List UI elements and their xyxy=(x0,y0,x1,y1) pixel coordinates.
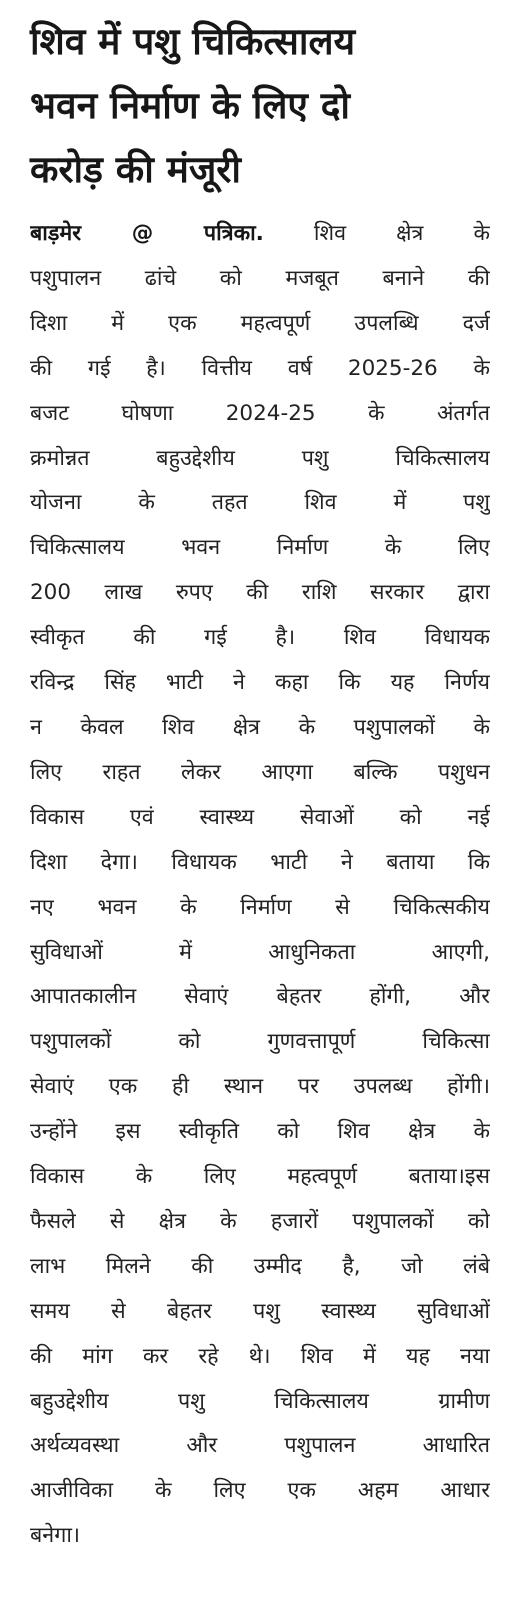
body-line-1-text: शिव क्षेत्र के xyxy=(263,221,490,246)
body-line-7: योजना के तहत शिव में पशु xyxy=(30,490,490,516)
article-body xyxy=(30,212,490,1559)
body-line-13: लिए राहत लेकर आएगा बल्कि पशुधन xyxy=(30,759,490,785)
body-line-24: लाभ मिलने की उम्मीद है, जो लंबे xyxy=(30,1253,490,1279)
body-line-30: बनेगा। xyxy=(30,1523,81,1549)
body-line-11: रविन्द्र सिंह भाटी ने कहा कि यह निर्णय xyxy=(30,670,490,696)
body-line-25: समय से बेहतर पशु स्वास्थ्य सुविधाओं xyxy=(30,1298,490,1324)
body-line-29: आजीविका के लिए एक अहम आधार xyxy=(30,1478,490,1504)
body-line-2: पशुपालन ढांचे को मजबूत बनाने की xyxy=(30,265,490,291)
body-line-3: दिशा में एक महत्वपूर्ण उपलब्धि दर्ज xyxy=(30,310,490,336)
body-line-16: नए भवन के निर्माण से चिकित्सकीय xyxy=(30,894,490,920)
body-line-21: उन्होंने इस स्वीकृति को शिव क्षेत्र के xyxy=(30,1119,490,1145)
headline xyxy=(30,10,490,202)
body-line-17: सुविधाओं में आधुनिकता आएगी, xyxy=(30,939,490,965)
body-line-23: फैसले से क्षेत्र के हजारों पशुपालकों को xyxy=(30,1208,490,1234)
headline-line-2: भवन निर्माण के लिए दो xyxy=(30,84,350,127)
body-line-4: की गई है। वित्तीय वर्ष 2025-26 के xyxy=(30,355,490,381)
headline-line-3: करोड़ की मंजूरी xyxy=(30,148,241,191)
body-line-6: क्रमोन्नत बहुउद्देशीय पशु चिकित्सालय xyxy=(30,445,490,471)
body-line-14: विकास एवं स्वास्थ्य सेवाओं को नई xyxy=(30,804,490,830)
body-line-9: 200 लाख रुपए की राशि सरकार द्वारा xyxy=(30,580,490,606)
body-line-12: न केवल शिव क्षेत्र के पशुपालकों के xyxy=(30,714,490,740)
body-line-27: बहुउद्देशीय पशु चिकित्सालय ग्रामीण xyxy=(30,1388,490,1414)
body-line-10: स्वीकृत की गई है। शिव विधायक xyxy=(30,625,490,651)
body-line-8: चिकित्सालय भवन निर्माण के लिए xyxy=(30,535,490,561)
body-line-15: दिशा देगा। विधायक भाटी ने बताया कि xyxy=(30,849,490,875)
body-line-19: पशुपालकों को गुणवत्तापूर्ण चिकित्सा xyxy=(30,1029,490,1055)
body-line-18: आपातकालीन सेवाएं बेहतर होंगी, और xyxy=(30,984,490,1010)
body-line-22: विकास के लिए महत्वपूर्ण बताया।इस xyxy=(30,1164,490,1190)
body-line-26: की मांग कर रहे थे। शिव में यह नया xyxy=(30,1343,490,1369)
dateline: बाड़मेर @ पत्रिका. xyxy=(30,221,264,246)
body-line-1 xyxy=(30,212,490,257)
body-line-20: सेवाएं एक ही स्थान पर उपलब्ध होंगी। xyxy=(30,1074,490,1100)
body-line-5: बजट घोषणा 2024-25 के अंतर्गत xyxy=(30,400,490,426)
headline-line-1: शिव में पशु चिकित्सालय xyxy=(30,20,356,63)
body-line-28: अर्थव्यवस्था और पशुपालन आधारित xyxy=(30,1433,490,1459)
